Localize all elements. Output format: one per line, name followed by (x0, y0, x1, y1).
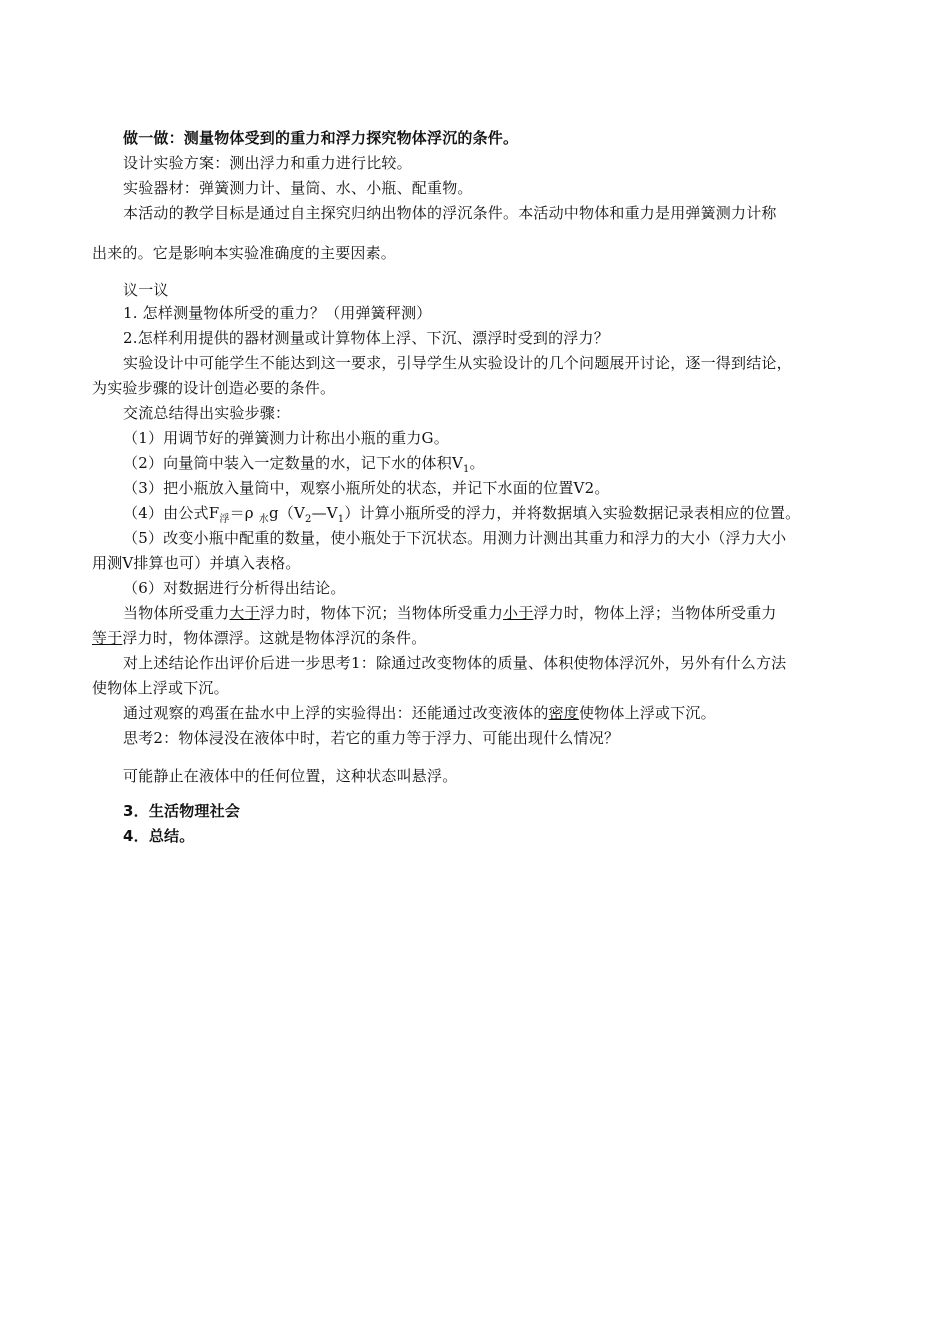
note-line-2: 为实验步骤的设计创造必要的条件。 (92, 379, 336, 397)
egg-experiment-line (123, 702, 858, 724)
step-4-part-a: （4）由公式F (123, 504, 220, 522)
step-5-line-2: 用测V排算也可）并填入表格。 (92, 554, 301, 572)
step-4-part-b: ＝ρ (229, 504, 259, 522)
conclusion-line-1 (123, 602, 858, 624)
question-2: 2.怎样利用提供的器材测量或计算物体上浮、下沉、漂浮时受到的浮力？ (123, 329, 609, 347)
steps-heading: 交流总结得出实验步骤： (123, 404, 291, 422)
step-4-sub-water: 水 (258, 514, 269, 525)
conclusion-part-c: 浮力时，物体上浮；当物体所受重力 (533, 604, 777, 622)
question-1: 1. 怎样测量物体所受的重力？（用弹簧秤测） (123, 304, 432, 322)
step-2-text: （2）向量筒中装入一定数量的水，记下水的体积V (123, 454, 463, 472)
step-6: （6）对数据进行分析得出结论。 (123, 579, 346, 597)
note-line-1: 实验设计中可能学生不能达到这一要求，引导学生从实验设计的几个问题展开讨论，逐一得到结论， (123, 354, 792, 372)
think-1-line-1: 对上述结论作出评价后进一步思考1：除通过改变物体的质量、体积使物体浮沉外，另外有什么方法 (123, 654, 787, 672)
step-4 (123, 502, 858, 524)
item-4-heading: 4．总结。 (123, 827, 195, 845)
egg-density: 密度 (548, 704, 580, 722)
goal-line-1: 本活动的教学目标是通过自主探究归纳出物体的浮沉条件。本活动中物体和重力是用弹簧测力计称 (123, 204, 777, 222)
conclusion-line-2 (92, 627, 858, 649)
step-2-subscript: 1 (462, 464, 470, 475)
materials-line: 实验器材：弹簧测力计、量筒、水、小瓶、配重物。 (123, 179, 473, 197)
item-3-heading: 3．生活物理社会 (123, 802, 241, 820)
conclusion-greater-than: 大于 (229, 604, 260, 622)
think-2: 思考2：物体浸没在液体中时，若它的重力等于浮力、可能出现什么情况？ (123, 729, 620, 747)
step-4-part-c: g（V (268, 504, 305, 522)
step-4-sub-2: 2 (305, 514, 312, 525)
step-2-end: 。 (469, 454, 485, 472)
think-1-line-2: 使物体上浮或下沉。 (92, 679, 229, 697)
step-3: （3）把小瓶放入量筒中，观察小瓶所处的状态，并记下水面的位置V2。 (123, 479, 610, 497)
step-4-part-e: ）计算小瓶所受的浮力，并将数据填入实验数据记录表相应的位置。 (344, 504, 801, 522)
conclusion-less-than: 小于 (503, 604, 534, 622)
do-heading: 做一做：测量物体受到的重力和浮力探究物体浮沉的条件。 (123, 129, 519, 147)
egg-part-a: 通过观察的鸡蛋在盐水中上浮的实验得出：还能通过改变液体的 (123, 704, 549, 722)
step-2 (123, 452, 858, 474)
step-5-line-1: （5）改变小瓶中配重的数量，使小瓶处于下沉状态。用测力计测出其重力和浮力的大小（浮力大小 (123, 529, 787, 547)
conclusion-equal-to: 等于 (92, 629, 123, 647)
conclusion-part-d: 浮力时，物体漂浮。这就是物体浮沉的条件。 (122, 629, 427, 647)
conclusion-part-a: 当物体所受重力 (123, 604, 230, 622)
step-4-part-d: —V (311, 504, 338, 522)
step-4-sub-1: 1 (337, 514, 345, 525)
step-4-sub-float: 浮 (219, 514, 230, 525)
conclusion-part-b: 浮力时，物体下沉；当物体所受重力 (259, 604, 504, 622)
egg-part-b: 使物体上浮或下沉。 (579, 704, 716, 722)
suspension-line: 可能静止在液体中的任何位置，这种状态叫悬浮。 (123, 767, 458, 785)
discuss-heading: 议一议 (123, 281, 169, 299)
plan-line: 设计实验方案：测出浮力和重力进行比较。 (123, 154, 412, 172)
step-1: （1）用调节好的弹簧测力计称出小瓶的重力G。 (123, 429, 449, 447)
goal-line-2: 出来的。它是影响本实验准确度的主要因素。 (92, 244, 397, 262)
